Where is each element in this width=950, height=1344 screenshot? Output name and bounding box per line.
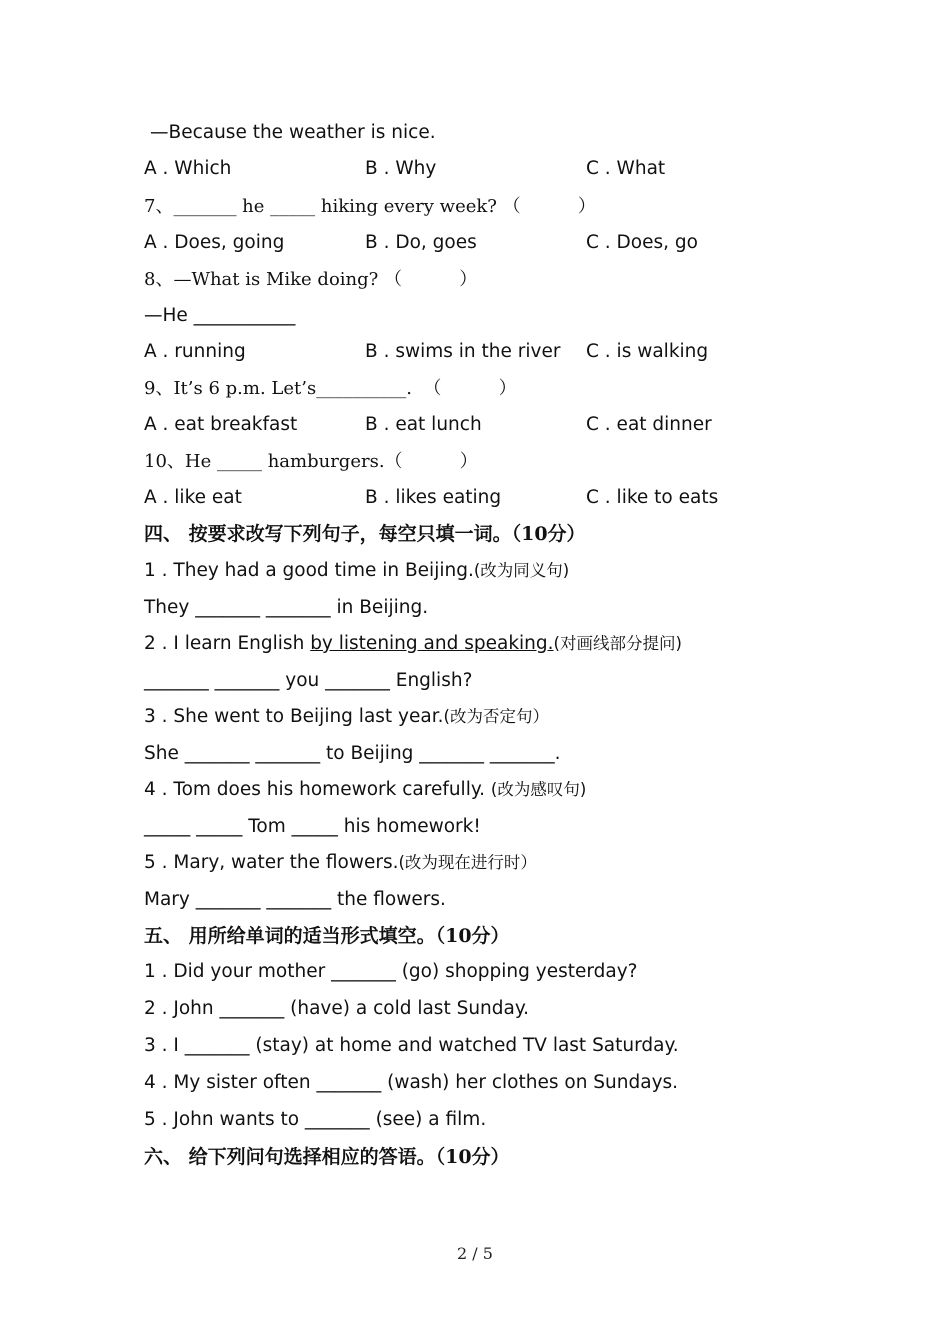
item-note: (改为现在进行时）: [398, 853, 537, 872]
section5-item-3: 3 . I _______ (stay) at home and watched TV last Saturday.: [144, 1035, 679, 1056]
q10-option-b: B . likes eating: [365, 487, 502, 508]
item-text: 1 . They had a good time in Beijing.: [144, 560, 474, 581]
q9-option-b: B . eat lunch: [365, 414, 482, 435]
page-number: 2 / 5: [457, 1244, 493, 1263]
q7-option-a: A . Does, going: [144, 232, 285, 253]
q7-option-c: C . Does, go: [586, 232, 698, 253]
q6-option-b: B . Why: [365, 158, 437, 179]
q9-stem: 9、It’s 6 p.m. Let’s__________. （ ）: [144, 378, 517, 399]
section4-answer-5: Mary _______ _______ the flowers.: [144, 889, 446, 910]
section4-item-1: [144, 559, 569, 583]
section5-item-1: 1 . Did your mother _______ (go) shopping yesterday?: [144, 961, 638, 982]
section4-answer-1: They _______ _______ in Beijing.: [144, 597, 429, 618]
section5-item-5: 5 . John wants to _______ (see) a film.: [144, 1109, 487, 1130]
item-text: 4 . Tom does his homework carefully.: [144, 779, 491, 800]
q7-stem: 7、_______ he _____ hiking every week? （ ）: [144, 196, 596, 217]
section5-heading: 五、 用所给单词的适当形式填空。（10分）: [144, 925, 510, 947]
q10-stem: 10、He _____ hamburgers.（ ）: [144, 451, 478, 472]
section4-item-5: [144, 851, 537, 875]
item-note: (改为感叹句): [490, 780, 587, 799]
q8-blank-line: —He ___________: [144, 305, 296, 326]
q9-option-c: C . eat dinner: [586, 414, 712, 435]
q8-option-a: A . running: [144, 341, 246, 362]
section4-item-4: [144, 778, 586, 802]
q8-stem: 8、—What is Mike doing? （ ）: [144, 269, 478, 290]
section5-item-4: 4 . My sister often _______ (wash) her clothes on Sundays.: [144, 1072, 679, 1093]
q8-option-c: C . is walking: [586, 341, 709, 362]
section5-item-2: 2 . John _______ (have) a cold last Sunday.: [144, 998, 530, 1019]
section6-heading: 六、 给下列问句选择相应的答语。（10分）: [144, 1146, 510, 1168]
section4-item-3: [144, 705, 549, 729]
item-note: (改为同义句): [473, 561, 570, 580]
section4-answer-3: She _______ _______ to Beijing _______ _______.: [144, 743, 561, 764]
q10-option-a: A . like eat: [144, 487, 242, 508]
section4-heading: 四、 按要求改写下列句子，每空只填一词。（10分）: [144, 523, 586, 545]
item-text: 3 . She went to Beijing last year.: [144, 706, 444, 727]
section4-item-2: [144, 632, 682, 656]
q7-option-b: B . Do, goes: [365, 232, 477, 253]
q6-option-a: A . Which: [144, 158, 232, 179]
q6-answer-line: —Because the weather is nice.: [150, 122, 436, 143]
underlined-phrase: by listening and speaking.: [310, 633, 554, 654]
section4-answer-2: _______ _______ you _______ English?: [144, 670, 473, 691]
q6-option-c: C . What: [586, 158, 666, 179]
q8-option-b: B . swims in the river: [365, 341, 561, 362]
item-note: (对画线部分提问): [553, 634, 682, 653]
q9-option-a: A . eat breakfast: [144, 414, 298, 435]
item-note: (改为否定句）: [443, 707, 549, 726]
item-text: 2 . I learn English: [144, 633, 311, 654]
section4-answer-4: _____ _____ Tom _____ his homework!: [144, 816, 481, 837]
item-text: 5 . Mary, water the flowers.: [144, 852, 399, 873]
q10-option-c: C . like to eats: [586, 487, 719, 508]
